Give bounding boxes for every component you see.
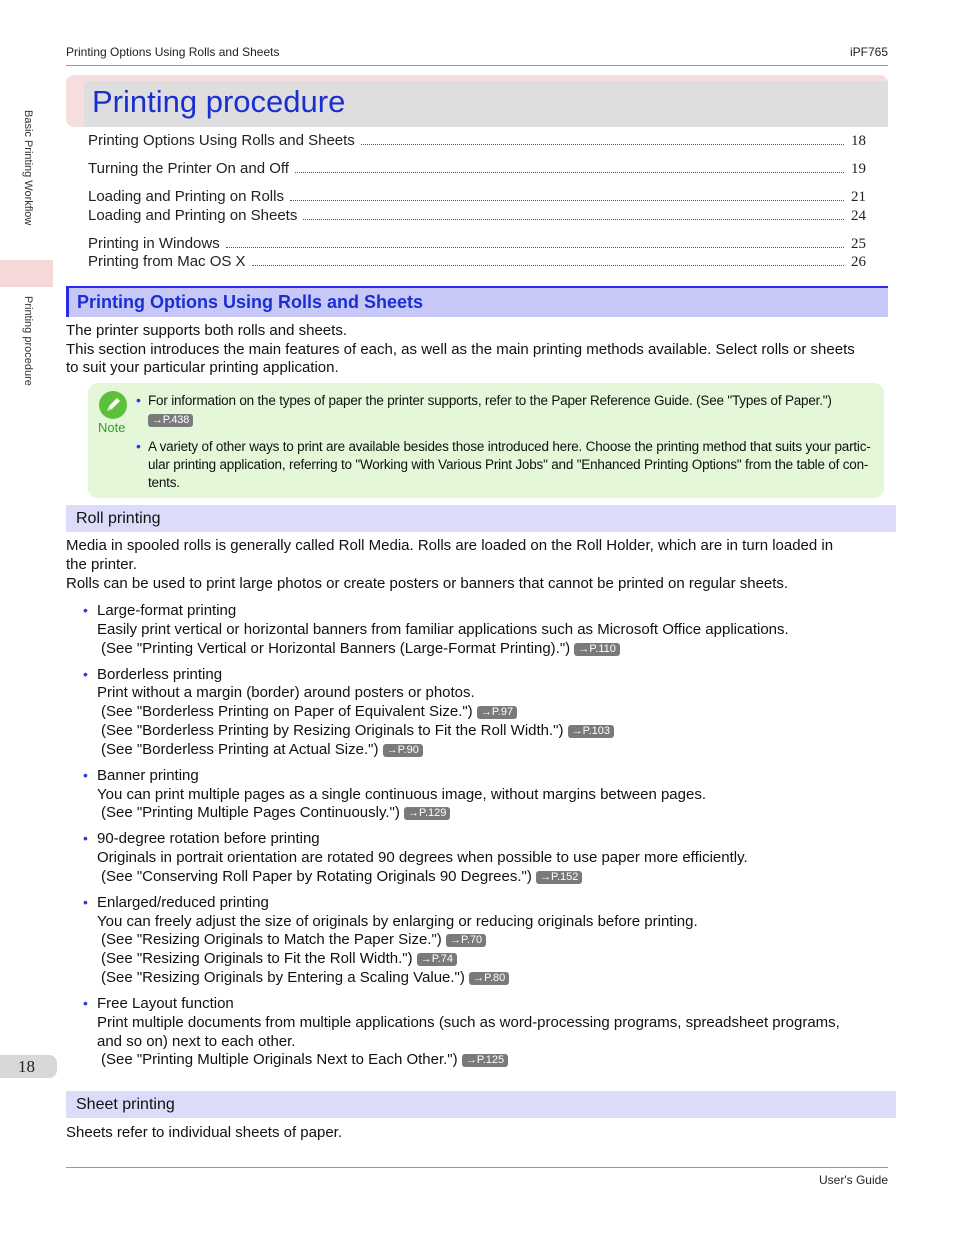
sidebar-chapter-label: Printing procedure xyxy=(22,296,34,386)
feature-title: Enlarged/reduced printing xyxy=(97,894,269,911)
subsection-heading: Roll printing xyxy=(76,510,161,527)
feature-title: Banner printing xyxy=(97,767,199,784)
see-reference xyxy=(101,1050,508,1069)
roll-paragraph: the printer. xyxy=(66,556,137,573)
toc-page: 19 xyxy=(851,161,866,177)
subsection-heading: Sheet printing xyxy=(76,1096,175,1113)
feature-title: Large-format printing xyxy=(97,602,237,619)
see-reference xyxy=(101,803,450,822)
bullet-icon: • xyxy=(83,666,88,682)
note-item-line: tents. xyxy=(148,475,180,490)
feature-description: You can freely adjust the size of originals by enlarging or reducing originals before printing. xyxy=(97,913,698,930)
toc-label: Loading and Printing on Rolls xyxy=(88,188,284,205)
page-number: 18 xyxy=(18,1057,35,1076)
subsection-heading-band xyxy=(66,505,896,532)
toc-label: Loading and Printing on Sheets xyxy=(88,207,298,224)
toc-label: Printing in Windows xyxy=(88,235,220,252)
bullet-icon: • xyxy=(136,392,141,408)
bullet-icon: • xyxy=(83,995,88,1011)
toc-entry[interactable] xyxy=(88,188,866,206)
roll-paragraph: Media in spooled rolls is generally called Roll Media. Rolls are loaded on the Roll Holder, which are in turn loaded in xyxy=(66,537,834,554)
feature-description: Originals in portrait orientation are rotated 90 degrees when possible to use paper more efficiently. xyxy=(97,849,748,866)
toc-page: 21 xyxy=(851,189,866,205)
footer-guide-name: User's Guide xyxy=(819,1173,888,1187)
reference-text: (See "Borderless Printing at Actual Size.") xyxy=(101,741,379,758)
sidebar-divider-tab xyxy=(0,260,53,287)
feature-title: Borderless printing xyxy=(97,666,223,683)
see-reference xyxy=(101,968,509,987)
reference-text: (See "Borderless Printing by Resizing Originals to Fit the Roll Width.") xyxy=(101,722,564,739)
reference-text: (See "Borderless Printing on Paper of Equivalent Size.") xyxy=(101,703,473,720)
reference-text: (See "Printing Multiple Pages Continuously.") xyxy=(101,804,400,821)
note-item-line: A variety of other ways to print are available besides those introduced here. Choose the printing method that suits your partic- xyxy=(148,439,871,454)
see-reference xyxy=(101,702,517,721)
pencil-icon xyxy=(99,391,127,419)
page-ref-link[interactable]: →P.438 xyxy=(148,414,193,427)
toc-entry[interactable] xyxy=(88,207,866,225)
running-header-title: Printing Options Using Rolls and Sheets xyxy=(66,45,280,59)
toc-entry[interactable] xyxy=(88,132,866,150)
see-reference xyxy=(101,740,423,759)
reference-text: (See "Resizing Originals to Match the Paper Size.") xyxy=(101,931,442,948)
see-reference xyxy=(101,949,457,968)
reference-text: (See "Printing Multiple Originals Next to Each Other.") xyxy=(101,1051,458,1068)
bullet-icon: • xyxy=(83,767,88,783)
toc-leader xyxy=(226,236,844,248)
feature-description: Print multiple documents from multiple applications (such as word-processing programs, spreadsheet programs, xyxy=(97,1014,840,1031)
note-item: For information on the types of paper the printer supports, refer to the Paper Reference Guide. (See "Types of Paper.") xyxy=(148,393,832,408)
page-ref-link[interactable]: →P.90 xyxy=(383,744,423,757)
page-ref-link[interactable]: →P.152 xyxy=(536,871,582,884)
footer-rule xyxy=(66,1167,888,1168)
feature-title: 90-degree rotation before printing xyxy=(97,830,320,847)
feature-description: and so on) next to each other. xyxy=(97,1033,296,1050)
intro-paragraph: The printer supports both rolls and sheets. xyxy=(66,322,347,339)
toc-leader xyxy=(361,133,844,145)
see-reference xyxy=(101,721,614,740)
bullet-icon: • xyxy=(83,894,88,910)
feature-description: You can print multiple pages as a single continuous image, without margins between pages. xyxy=(97,786,706,803)
toc-leader xyxy=(303,208,844,220)
feature-description: Print without a margin (border) around posters or photos. xyxy=(97,684,475,701)
sheet-paragraph: Sheets refer to individual sheets of paper. xyxy=(66,1124,343,1141)
page-ref-link[interactable]: →P.97 xyxy=(477,706,517,719)
subsection-heading-band xyxy=(66,1091,896,1118)
bullet-icon: • xyxy=(136,438,141,454)
page-ref-link[interactable]: →P.103 xyxy=(568,725,614,738)
header-rule xyxy=(66,65,888,66)
page-ref-link[interactable]: →P.125 xyxy=(462,1054,508,1067)
sidebar-section-label: Basic Printing Workflow xyxy=(22,110,34,226)
intro-paragraph: This section introduces the main features of each, as well as the main printing methods available. Select rolls or sheets xyxy=(66,341,855,358)
toc-label: Printing from Mac OS X xyxy=(88,253,246,270)
roll-paragraph: Rolls can be used to print large photos or create posters or banners that cannot be printed on regular sheets. xyxy=(66,575,789,592)
page-title: Printing procedure xyxy=(92,84,346,119)
toc-leader xyxy=(252,254,844,266)
toc-label: Turning the Printer On and Off xyxy=(88,160,289,177)
page-ref-link[interactable]: →P.129 xyxy=(404,807,450,820)
section-heading: Printing Options Using Rolls and Sheets xyxy=(77,292,424,312)
reference-text: (See "Conserving Roll Paper by Rotating Originals 90 Degrees.") xyxy=(101,868,532,885)
toc-page: 24 xyxy=(851,208,866,224)
toc-page: 26 xyxy=(851,254,866,270)
bullet-icon: • xyxy=(83,830,88,846)
bullet-icon: • xyxy=(83,602,88,618)
toc-label: Printing Options Using Rolls and Sheets xyxy=(88,132,355,149)
see-reference xyxy=(101,867,582,886)
intro-paragraph: to suit your particular printing application. xyxy=(66,359,339,376)
toc-entry[interactable] xyxy=(88,235,866,253)
toc-leader xyxy=(290,189,844,201)
toc-leader xyxy=(295,161,844,173)
feature-title: Free Layout function xyxy=(97,995,234,1012)
page-ref-link[interactable]: →P.74 xyxy=(417,953,457,966)
toc-page: 25 xyxy=(851,236,866,252)
toc-entry[interactable] xyxy=(88,253,866,271)
page-ref-link[interactable]: →P.70 xyxy=(446,934,486,947)
reference-text: (See "Resizing Originals to Fit the Roll Width.") xyxy=(101,950,413,967)
note-label: Note xyxy=(98,420,126,435)
reference-text: (See "Resizing Originals by Entering a Scaling Value.") xyxy=(101,969,465,986)
toc-page: 18 xyxy=(851,133,866,149)
feature-description: Easily print vertical or horizontal banners from familiar applications such as Microsoft Office applications. xyxy=(97,621,789,638)
note-item-line: ular printing application, referring to "Working with Various Print Jobs" and "Enhanced Printing Options" from the table of con- xyxy=(148,457,869,472)
toc-entry[interactable] xyxy=(88,160,866,178)
running-header-model: iPF765 xyxy=(849,45,888,59)
page-ref-link[interactable]: →P.110 xyxy=(574,643,620,656)
reference-text: (See "Printing Vertical or Horizontal Banners (Large-Format Printing).") xyxy=(101,640,571,657)
see-reference xyxy=(101,930,486,949)
page-ref-link[interactable]: →P.80 xyxy=(469,972,509,985)
see-reference xyxy=(101,639,620,658)
